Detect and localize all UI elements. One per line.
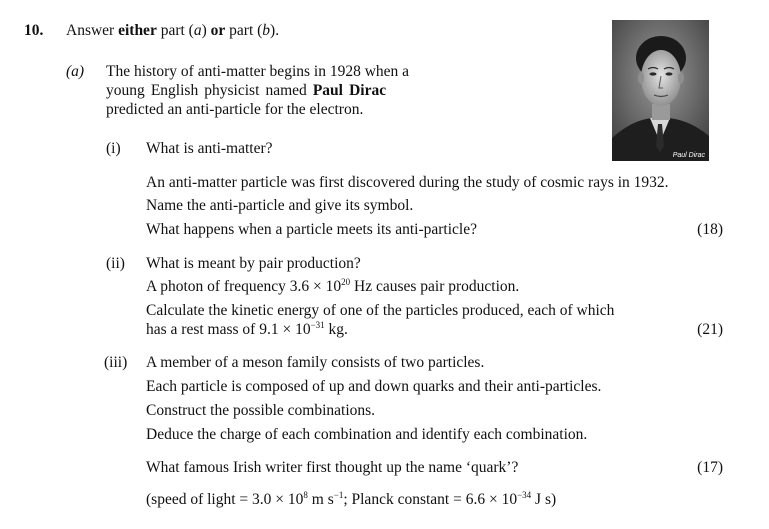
question-instruction: Answer either part (a) or part (b). [66, 22, 280, 39]
sub-iii-irish-question: What famous Irish writer first thought up the name ‘quark’? [146, 459, 519, 476]
sub-ii-line-3: Calculate the kinetic energy of one of the particles produced, each of which [146, 302, 615, 319]
portrait-photo [612, 20, 709, 161]
sub-i-line-2: An anti-matter particle was first discovered during the study of cosmic rays in 1932. [146, 174, 669, 191]
photo-caption: Paul Dirac [672, 152, 705, 159]
sub-iii-line-4: Deduce the charge of each combination and identify each combination. [146, 426, 588, 443]
sub-i-line-4: What happens when a particle meets its anti-particle? [146, 221, 477, 238]
sub-ii-line-2: A photon of frequency $3.6 \times 10^{20}$ Hz causes pair production. [146, 277, 520, 295]
sub-i-line-3: Name the anti-particle and give its symbol. [146, 197, 414, 214]
part-a-intro-line-2: young English physicist named Paul Dirac [106, 82, 387, 99]
sub-iii-line-2: Each particle is composed of up and down quarks and their anti-particles. [146, 378, 602, 395]
sub-i-marks: (18) [697, 221, 723, 238]
part-a-intro-line-1: The history of anti-matter begins in 1928 when a [106, 63, 410, 80]
sub-i-line-1: What is anti-matter? [146, 140, 273, 157]
sub-ii-line-4: has a rest mass of $9.1 \times 10^{-31}$ kg. [146, 320, 348, 338]
question-number: 10. [24, 22, 44, 39]
physical-constants: (speed of light = $3.0 \times 10^8$ m $s^{-1}$; Planck constant = $6.6 \times 10^{-34}$ J s) [146, 490, 557, 508]
sub-iii-line-1: A member of a meson family consists of two particles. [146, 354, 485, 371]
sub-iii-label: (iii) [104, 354, 128, 371]
sub-i-label: (i) [106, 140, 121, 157]
part-a-label: (a) [66, 63, 85, 80]
sub-ii-label: (ii) [106, 255, 125, 272]
sub-iii-line-3: Construct the possible combinations. [146, 402, 376, 419]
portrait-illustration [612, 20, 709, 161]
sub-ii-marks: (21) [697, 321, 723, 338]
sub-ii-line-1: What is meant by pair production? [146, 255, 361, 272]
sub-iii-marks: (17) [697, 459, 723, 476]
part-a-intro-line-3: predicted an anti-particle for the electron. [106, 101, 364, 118]
